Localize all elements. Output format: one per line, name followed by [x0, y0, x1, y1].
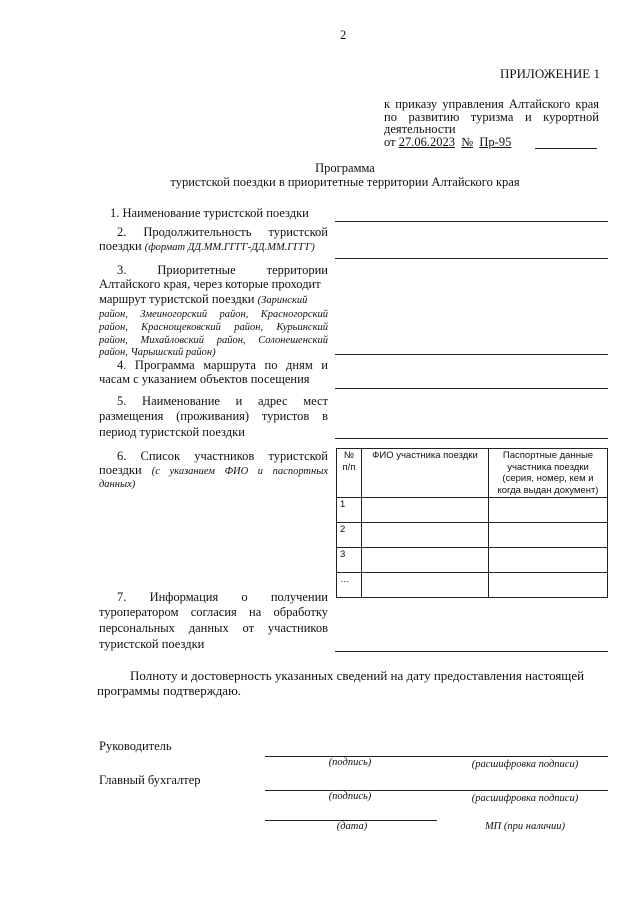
item-7-label-line-1: 7. Информация о получении — [117, 590, 328, 604]
item-7-field[interactable] — [335, 651, 608, 652]
item-4-label-line-2: часам с указанием объектов посещения — [99, 372, 310, 386]
order-number-underline — [535, 148, 597, 149]
item-2-field[interactable] — [335, 258, 608, 259]
item-1-field[interactable] — [335, 221, 608, 222]
head-decoding-caption: (расшифровка подписи) — [471, 759, 579, 770]
item-6-text: поездки — [99, 463, 142, 477]
item-2-text: поездки — [99, 239, 142, 253]
accountant-signature-caption: (подпись) — [328, 791, 372, 802]
participant-passport-cell[interactable] — [489, 573, 608, 598]
item-3-text: маршрут туристской поездки — [99, 292, 255, 306]
order-date: 27.06.2023 — [398, 135, 455, 149]
item-3-note-2: район, Змеиногорский район, Красногорский — [99, 309, 328, 320]
confirmation-line-2: программы подтверждаю. — [97, 683, 242, 698]
table-row — [337, 523, 608, 548]
participants-table-header — [337, 449, 608, 498]
order-number-label: № — [461, 135, 474, 149]
col-passport-header: Паспортные данные участника поездки (серия, номер, кем и когда выдан документ) — [489, 449, 608, 498]
participant-name-cell[interactable] — [362, 498, 489, 523]
appendix-title: ПРИЛОЖЕНИЕ 1 — [500, 66, 600, 81]
appendix-line-3: деятельности — [384, 122, 456, 136]
item-2-label-line-1: 2. Продолжительность туристской — [117, 225, 328, 239]
head-signature-caption: (подпись) — [328, 757, 372, 768]
head-label: Руководитель — [99, 739, 172, 753]
table-row — [337, 573, 608, 598]
item-4-field[interactable] — [335, 388, 608, 389]
item-5-label-line-3: период туристской поездки — [99, 425, 245, 439]
item-5-label-line-2: размещения (проживания) туристов в — [99, 409, 328, 423]
item-3-field[interactable] — [335, 354, 608, 355]
item-3-label-line-1: 3. Приоритетные территории — [117, 263, 328, 277]
item-7-label-line-3: персональных данных от участников — [99, 621, 328, 635]
item-2-format-note: (формат ДД.ММ.ГГГГ-ДД.ММ.ГГГГ) — [144, 242, 315, 253]
stamp-caption: МП (при наличии) — [484, 821, 566, 832]
date-caption: (дата) — [336, 821, 368, 832]
item-3-note-4: район, Михайловский район, Солонешенский — [99, 335, 328, 346]
item-3-note-5: район, Чарышский район) — [99, 347, 216, 358]
item-6-note-1: (с указанием ФИО и паспортных — [151, 466, 328, 477]
item-6-note-2: данных) — [99, 479, 136, 490]
item-7-label-line-4: туристской поездки — [99, 637, 205, 651]
col-name-header: ФИО участника поездки — [362, 449, 489, 498]
item-6-label-line-2 — [99, 463, 328, 479]
participant-passport-cell[interactable] — [489, 498, 608, 523]
appendix-line-1: к приказу управления Алтайского края — [384, 97, 599, 111]
accountant-decoding-caption: (расшифровка подписи) — [471, 793, 579, 804]
table-row — [337, 548, 608, 573]
item-5-label-line-1: 5. Наименование и адрес мест — [117, 394, 328, 408]
item-3-label-line-3 — [99, 292, 307, 308]
col-number-header: № п/п — [337, 449, 362, 498]
participant-name-cell[interactable] — [362, 548, 489, 573]
order-number: Пр-95 — [479, 135, 512, 149]
document-subtitle: туристской поездки в приоритетные территории Алтайского края — [170, 175, 520, 189]
document-title: Программа — [315, 161, 375, 175]
participant-name-cell[interactable] — [362, 523, 489, 548]
order-reference — [384, 135, 511, 150]
participant-passport-cell[interactable] — [489, 548, 608, 573]
item-3-label-line-2: Алтайского края, через которые проходит — [99, 277, 321, 291]
participants-table — [336, 448, 608, 598]
confirmation-line-1: Полноту и достоверность указанных сведений на дату предоставления настоящей — [130, 668, 585, 683]
row-number: … — [337, 573, 362, 598]
table-row — [337, 498, 608, 523]
accountant-label: Главный бухгалтер — [99, 773, 201, 787]
item-2-label-line-2 — [99, 239, 315, 255]
participant-passport-cell[interactable] — [489, 523, 608, 548]
participant-name-cell[interactable] — [362, 573, 489, 598]
item-6-label-line-1: 6. Список участников туристской — [117, 449, 328, 463]
item-4-label-line-1: 4. Программа маршрута по дням и — [117, 358, 328, 372]
page-number: 2 — [340, 28, 347, 42]
row-number: 3 — [337, 548, 362, 573]
item-5-field[interactable] — [335, 438, 608, 439]
item-3-note-1: (Заринский — [257, 295, 308, 306]
row-number: 2 — [337, 523, 362, 548]
appendix-line-2: по развитию туризма и курортной — [384, 110, 599, 124]
item-3-note-3: район, Краснощековский район, Курьинский — [99, 322, 328, 333]
item-1-label: 1. Наименование туристской поездки — [110, 206, 309, 220]
item-7-label-line-2: туроператором согласия на обработку — [99, 605, 328, 619]
order-date-prefix: от — [384, 135, 396, 149]
row-number: 1 — [337, 498, 362, 523]
